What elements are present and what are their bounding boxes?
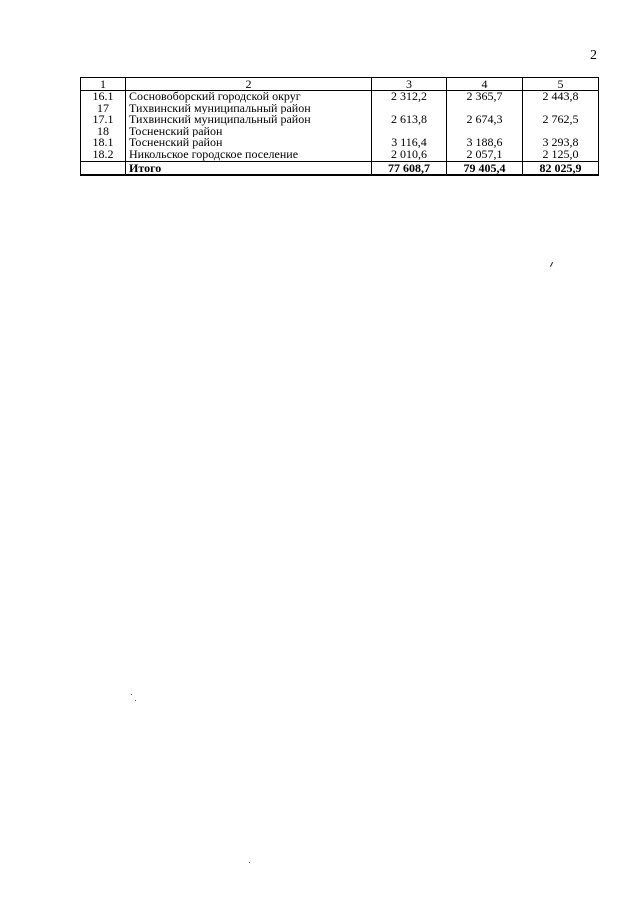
row-value-4: 2 674,3 (447, 114, 523, 126)
row-number: 18 (81, 126, 126, 138)
row-value-5: 2 443,8 (523, 91, 599, 103)
column-header-1: 1 (81, 78, 126, 91)
row-value-5 (523, 126, 599, 138)
row-value-3 (372, 103, 447, 115)
table-row (81, 91, 599, 103)
column-header-4: 4 (447, 78, 523, 91)
row-number: 16.1 (81, 91, 126, 103)
table-row (81, 114, 599, 126)
row-name: Никольское городское поселение (126, 149, 372, 161)
row-number: 18.1 (81, 137, 126, 149)
row-name: Тихвинский муниципальный район (126, 103, 372, 115)
scan-speck (249, 862, 250, 863)
row-value-3: 2 312,2 (372, 91, 447, 103)
row-value-4 (447, 103, 523, 115)
total-label: Итого (126, 161, 372, 175)
row-number: 17 (81, 103, 126, 115)
table-header-row (81, 78, 599, 91)
row-number: 18.2 (81, 149, 126, 161)
scan-tick-mark (550, 262, 553, 267)
total-value-4: 79 405,4 (447, 161, 523, 175)
total-value-5: 82 025,9 (523, 161, 599, 175)
row-name: Тихвинский муниципальный район (126, 114, 372, 126)
row-value-3 (372, 126, 447, 138)
scan-speck (131, 694, 132, 695)
table-row (81, 103, 599, 115)
total-number (81, 161, 126, 175)
row-value-5: 2 125,0 (523, 149, 599, 161)
row-name: Тосненский район (126, 126, 372, 138)
table-row (81, 149, 599, 161)
row-number: 17.1 (81, 114, 126, 126)
row-value-5: 3 293,8 (523, 137, 599, 149)
row-value-4: 2 365,7 (447, 91, 523, 103)
column-header-3: 3 (372, 78, 447, 91)
row-value-5: 2 762,5 (523, 114, 599, 126)
row-name: Сосновоборский городской округ (126, 91, 372, 103)
row-value-3: 3 116,4 (372, 137, 447, 149)
data-table (80, 77, 599, 176)
row-value-4: 3 188,6 (447, 137, 523, 149)
row-value-3: 2 010,6 (372, 149, 447, 161)
row-value-4: 2 057,1 (447, 149, 523, 161)
row-name: Тосненский район (126, 137, 372, 149)
row-value-5 (523, 103, 599, 115)
column-header-5: 5 (523, 78, 599, 91)
scan-speck (135, 700, 136, 701)
table-row (81, 126, 599, 138)
page-number: 2 (590, 48, 597, 63)
total-value-3: 77 608,7 (372, 161, 447, 175)
table-total-row (81, 161, 599, 175)
table-row (81, 137, 599, 149)
row-value-3: 2 613,8 (372, 114, 447, 126)
row-value-4 (447, 126, 523, 138)
column-header-2: 2 (126, 78, 372, 91)
